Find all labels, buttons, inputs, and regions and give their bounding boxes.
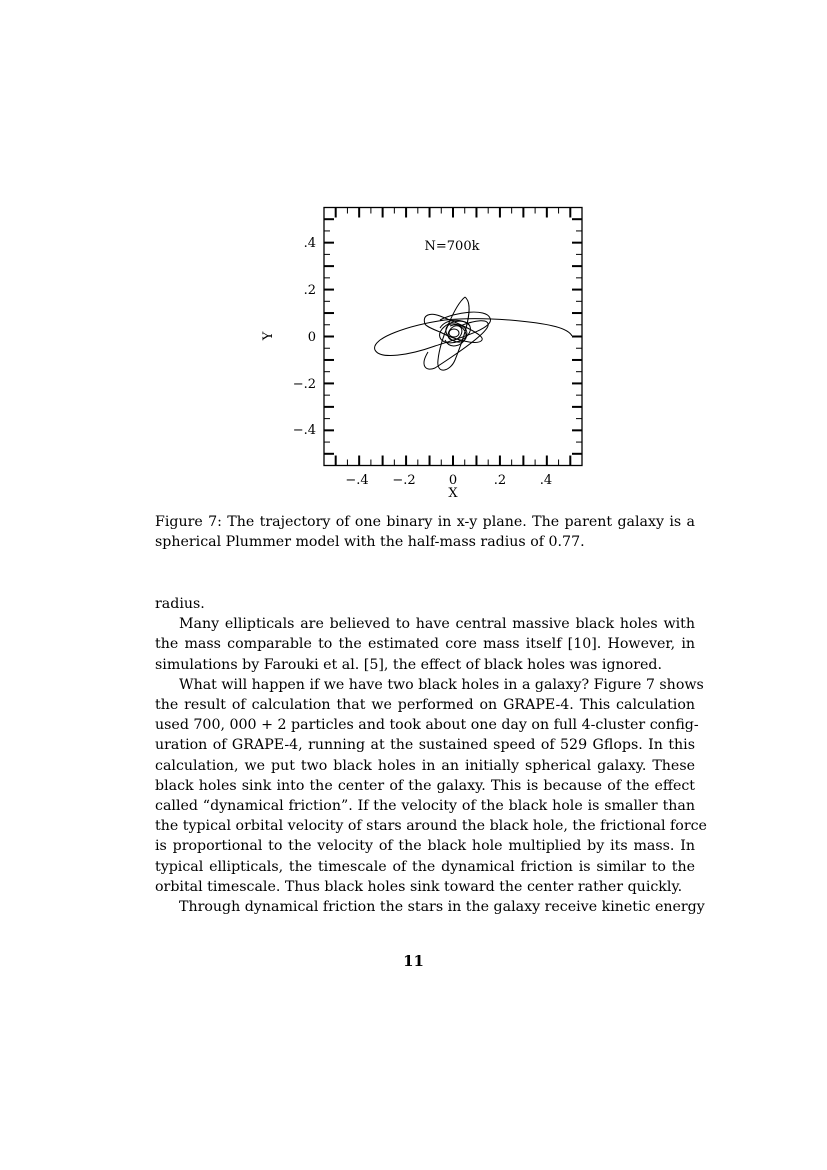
page-number: 11: [403, 952, 424, 970]
paragraph-line: simulations by Farouki et al. [5], the effect of black holes was ignored.: [155, 656, 662, 673]
paragraph-line: Through dynamical friction the stars in the galaxy receive kinetic energy: [179, 899, 705, 916]
paragraph-line: typical ellipticals, the timescale of the dynamical friction is similar to the: [155, 858, 695, 875]
x-tick-label: −.2: [392, 473, 416, 488]
y-tick-label: −.2: [292, 377, 316, 392]
x-axis-label: X: [448, 486, 458, 501]
paragraph-line: is proportional to the velocity of the black hole multiplied by its mass. In: [155, 838, 695, 855]
x-tick-label: .4: [539, 473, 553, 488]
paragraph-line: orbital timescale. Thus black holes sink toward the center rather quickly.: [155, 878, 683, 895]
n-annotation: N=700k: [424, 239, 480, 254]
caption-line: spherical Plummer model with the half-mass radius of 0.77.: [155, 534, 585, 550]
paragraph-line: black holes sink into the center of the galaxy. This is because of the effect: [155, 777, 695, 794]
paragraph-line: used 700, 000 + 2 particles and took about one day on full 4-cluster config-: [155, 717, 699, 734]
x-tick-label: 0: [448, 473, 458, 488]
body-text: [155, 594, 707, 917]
paragraph-line: the typical orbital velocity of stars around the black hole, the frictional force: [155, 818, 707, 835]
paragraph-line: Many ellipticals are believed to have central massive black holes with: [179, 616, 695, 633]
y-tick-label: .4: [303, 236, 316, 251]
y-axis-label: Y: [261, 331, 276, 341]
paragraph-line: What will happen if we have two black holes in a galaxy? Figure 7 shows: [179, 676, 704, 693]
x-tick-label: −.4: [345, 473, 369, 488]
y-tick-label: .2: [303, 283, 316, 298]
y-tick-label: 0: [307, 330, 316, 345]
caption-line: Figure 7: The trajectory of one binary in x-y plane. The parent galaxy is a: [155, 514, 695, 530]
paragraph-line: called “dynamical friction”. If the velocity of the black hole is smaller than: [155, 798, 695, 815]
trajectory-curve: [375, 297, 572, 370]
trajectory-chart: [250, 200, 600, 505]
paragraph-line: the result of calculation that we performed on GRAPE-4. This calculation: [155, 697, 695, 714]
figure-7-trajectory-plot: [250, 200, 600, 505]
paragraph-line: uration of GRAPE-4, running at the sustained speed of 529 Gflops. In this: [155, 737, 695, 754]
x-tick-label: .2: [493, 473, 507, 488]
paragraph-line: calculation, we put two black holes in an initially spherical galaxy. These: [155, 757, 695, 774]
paragraph-line: radius.: [155, 596, 205, 612]
figure-caption: [155, 512, 695, 552]
y-tick-label: −.4: [292, 423, 316, 438]
paragraph-line: the mass comparable to the estimated core mass itself [10]. However, in: [155, 636, 695, 653]
